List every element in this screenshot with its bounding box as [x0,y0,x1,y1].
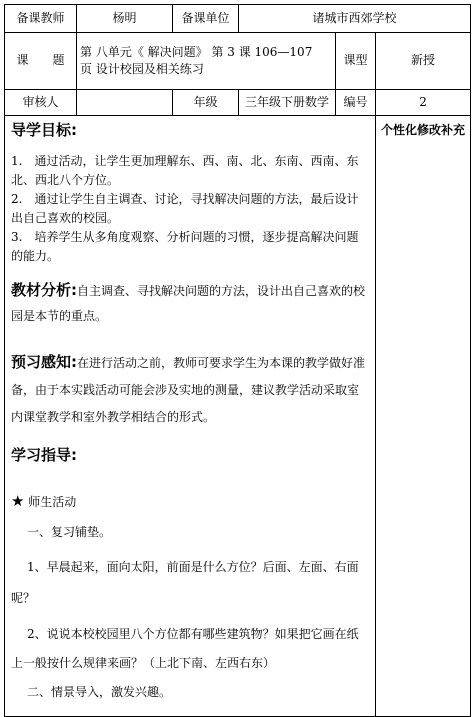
preview-heading: 预习感知: [11,352,77,371]
question-1: 1、早晨起来，面向太阳，前面是什么方位？后面、左面、右面呢？ [11,559,359,605]
question-2: 2、说说本校校园里八个方位都有哪些建筑物？如果把它画在纸上一般按什么规律来画？（上北下南、左西右东） [11,626,359,670]
grade-value: 三年级下册数学 [239,90,336,116]
step-1: 一、复习铺垫。 [27,524,112,539]
teacher-label: 备课教师 [5,5,77,33]
unit-name: 诸城市西郊学校 [239,5,471,33]
preview-text: 在进行活动之前，教师可要求学生为本课的教学做好准备，由于本实践活动可能会涉及实地的测量，建议教学活动采取室内课堂教学和室外教学相结合的形式。 [11,355,366,424]
preview-section [11,349,369,431]
lesson-plan-table [4,4,471,717]
number-label: 编号 [336,90,376,116]
header-row-teacher [5,5,471,33]
grade-label: 年级 [173,90,239,116]
lesson-plan-page [4,4,470,699]
teacher-name: 杨明 [77,5,173,33]
body-row [5,116,471,717]
star-icon: ★ [11,491,25,510]
reviewer-value [77,90,173,116]
goals-heading: 导学目标: [11,121,77,139]
number-value: 2 [376,90,471,116]
header-row-reviewer [5,90,471,116]
unit-label: 备课单位 [173,5,239,33]
step-2: 二、情景导入，激发兴趣。 [27,684,172,699]
goal-item-1: 1. 通过活动，让学生更加理解东、西、南、北、东南、西南、东北、西北八个方位。 [11,153,359,187]
analysis-heading: 教材分析: [11,280,77,299]
header-row-topic [5,33,471,90]
goal-item-2: 2. 通过让学生自主调查、讨论，寻找解决问题的方法，最后设计出自己喜欢的校园。 [11,191,359,225]
type-label: 课型 [336,33,376,90]
analysis-text: 自主调查、寻找解决问题的方法，设计出自己喜欢的校园是本节的重点。 [11,283,366,323]
lesson-content [5,116,376,717]
guide-heading: 学习指导: [11,445,77,464]
topic-line-1: 第 八单元《 解决问题》 第 3 课 106—107 [80,44,313,59]
analysis-section [11,278,369,329]
type-value: 新授 [376,33,471,90]
activity-title: 师生活动 [24,494,77,509]
activity-heading [11,491,369,512]
sidebar-cell [376,116,471,717]
topic-value [77,33,336,90]
topic-label: 课 题 [5,33,77,90]
topic-line-2: 页 设计校园及相关练习 [80,62,204,76]
sidebar-title: 个性化修改补充 [381,123,466,137]
reviewer-label: 审核人 [5,90,77,116]
goal-item-3: 3. 培养学生从多角度观察、分析问题的习惯，逐步提高解决问题的能力。 [11,229,359,263]
